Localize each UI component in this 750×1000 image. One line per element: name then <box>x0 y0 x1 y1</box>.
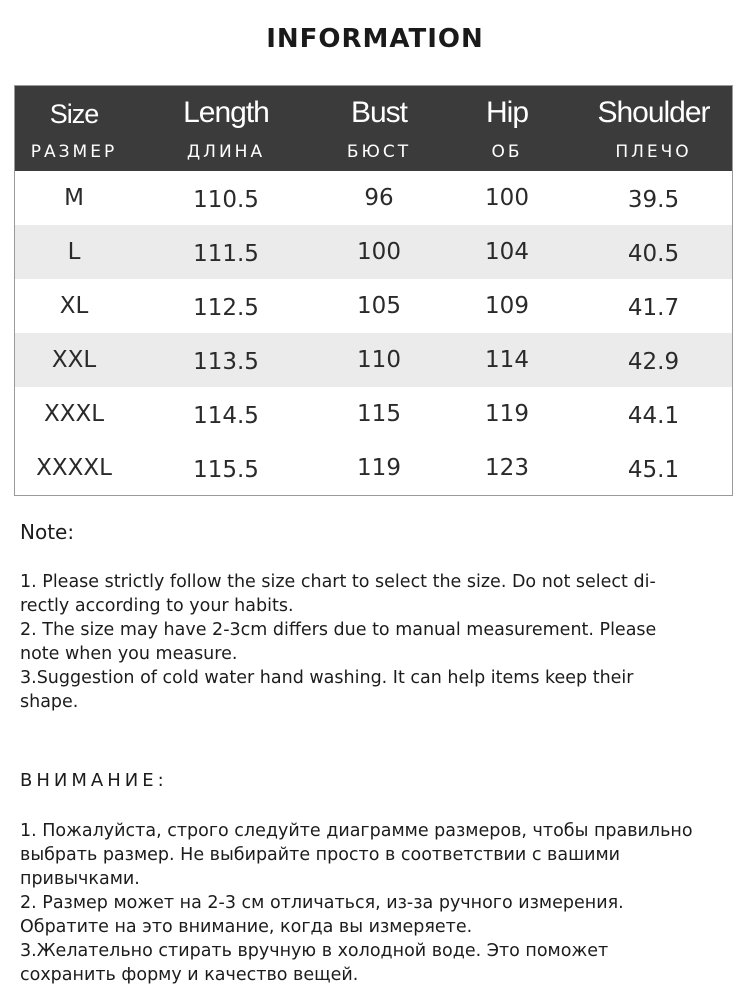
note-line: shape. <box>20 692 79 712</box>
cell-bust: 110 <box>357 347 401 373</box>
header-size <box>15 86 133 171</box>
cell-length: 113.5 <box>193 349 259 375</box>
header-shoulder-en: Shoulder <box>597 96 710 129</box>
cell-size: XXL <box>51 347 97 373</box>
cell-hip: 119 <box>485 401 529 427</box>
note-ru-line: выбрать размер. Не выбирайте просто в соответствии с вашими <box>20 845 621 865</box>
cell-shoulder: 40.5 <box>627 241 680 267</box>
cell-bust: 100 <box>357 239 401 265</box>
note-line: rectly according to your habits. <box>20 596 294 616</box>
header-length <box>133 86 319 171</box>
cell-length: 110.5 <box>193 187 259 213</box>
note-ru-line: 3.Желательно стирать вручную в холодной воде. Это поможет <box>20 941 609 961</box>
cell-length: 112.5 <box>193 295 259 321</box>
table-row <box>15 333 732 387</box>
header-hip <box>439 86 575 171</box>
header-hip-ru: ОБ <box>491 142 523 162</box>
note-ru-line: сохранить форму и качество вещей. <box>20 965 359 985</box>
note-ru-line: Обратите на это внимание, когда вы измеряете. <box>20 917 473 937</box>
cell-bust: 115 <box>357 401 401 427</box>
header-size-ru: РАЗМЕР <box>30 142 118 162</box>
header-bust <box>319 86 439 171</box>
cell-size: XL <box>59 293 89 319</box>
table-row <box>15 279 732 333</box>
note-ru-line: 1. Пожалуйста, строго следуйте диаграмме размеров, чтобы правильно <box>20 821 693 841</box>
cell-size: L <box>67 239 81 265</box>
cell-size: XXXL <box>43 401 105 427</box>
page-title: INFORMATION <box>266 24 484 54</box>
cell-hip: 104 <box>485 239 529 265</box>
note-ru-text <box>20 819 720 987</box>
note-line: 3.Suggestion of cold water hand washing. It can help items keep their <box>20 668 634 688</box>
table-row <box>15 441 732 495</box>
note-line: 2. The size may have 2-3cm differs due to manual measurement. Please <box>20 620 657 640</box>
table-header <box>15 86 732 171</box>
header-length-ru: ДЛИНА <box>186 142 266 162</box>
cell-bust: 119 <box>357 455 401 481</box>
header-shoulder <box>575 86 732 171</box>
cell-size: M <box>64 185 84 211</box>
header-shoulder-ru: ПЛЕЧО <box>615 142 692 162</box>
header-bust-ru: БЮСТ <box>346 142 412 162</box>
table-row <box>15 171 732 225</box>
note-line: note when you measure. <box>20 644 238 664</box>
cell-hip: 123 <box>485 455 529 481</box>
cell-bust: 105 <box>357 293 401 319</box>
header-bust-en: Bust <box>350 96 408 129</box>
cell-shoulder: 45.1 <box>627 457 680 483</box>
cell-shoulder: 44.1 <box>627 403 680 429</box>
cell-shoulder: 41.7 <box>627 295 680 321</box>
note-ru-line: привычками. <box>20 869 140 889</box>
cell-length: 111.5 <box>193 241 259 267</box>
cell-length: 114.5 <box>193 403 259 429</box>
size-table <box>14 85 733 496</box>
cell-length: 115.5 <box>193 457 259 483</box>
header-size-en: Size <box>49 99 99 129</box>
note-ru-line: 2. Размер может на 2-3 см отличаться, из-за ручного измерения. <box>20 893 624 913</box>
note-text <box>20 570 720 714</box>
cell-shoulder: 42.9 <box>627 349 680 375</box>
cell-size: XXXXL <box>36 455 112 481</box>
table-row <box>15 225 732 279</box>
cell-bust: 96 <box>364 185 394 211</box>
header-hip-en: Hip <box>485 96 528 129</box>
note-title: Note: <box>20 520 75 544</box>
note-ru-title: ВНИМАНИЕ: <box>20 770 168 791</box>
header-length-en: Length <box>183 96 269 129</box>
cell-hip: 114 <box>485 347 529 373</box>
cell-hip: 100 <box>485 185 529 211</box>
note-line: 1. Please strictly follow the size chart to select the size. Do not select di- <box>20 572 656 592</box>
table-row <box>15 387 732 441</box>
cell-shoulder: 39.5 <box>627 187 680 213</box>
cell-hip: 109 <box>485 293 529 319</box>
